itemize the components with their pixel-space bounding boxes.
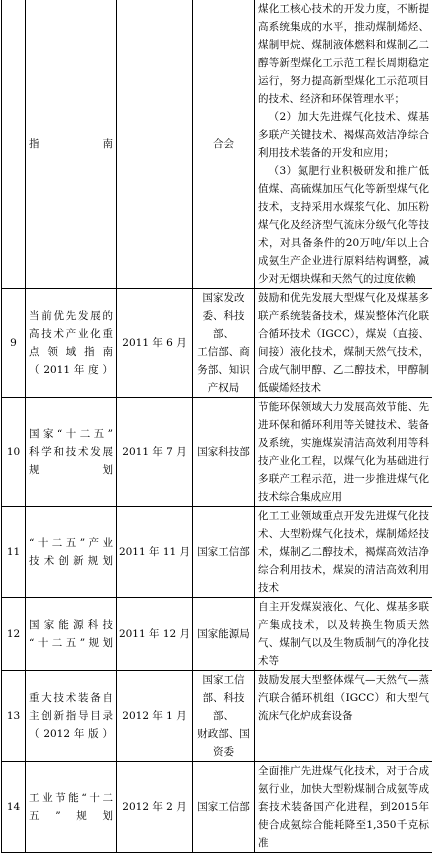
issue-date: 2011 年 7 月	[117, 398, 193, 507]
document-name-line: 国家能源科技	[29, 616, 113, 634]
policy-content	[255, 598, 432, 671]
content-paragraph: 煤化工核心技术的开发力度，不断提高系统集成的水平，推动煤制烯烃、煤制甲烷、煤制液体燃料和煤制乙二醇等新型煤化工示范工程长周期稳定运行，努力提高新型煤化工示范项目的技术、经济和环保管理水平；	[258, 0, 429, 108]
department-line: 国家工信部	[195, 543, 252, 561]
issuing-department	[193, 0, 255, 289]
document-name	[26, 598, 117, 671]
department-line: 资委	[195, 743, 252, 761]
table-row	[2, 762, 432, 853]
department-line: 国家科技部	[195, 443, 252, 461]
document-name	[26, 0, 117, 289]
department-line: 国家能源局	[195, 625, 252, 643]
content-paragraph: 节能环保领域大力发展高效节能、先进环保和循环利用等关键技术、装备及系统，实施煤炭清洁高效利用等科技产业化工程，以煤气化为基础进行多联产工程示范，进一步推进煤气化技术综合集成应用	[258, 398, 429, 506]
issuing-department	[193, 598, 255, 671]
document-name-line: 国家“十二五”	[29, 425, 113, 443]
content-paragraph: （3）氮肥行业积极研发和推广低值煤、高硫煤加压气化等新型煤气化技术，支持采用水煤浆气化、加压粉煤气化及经济型气流床分级气化等技术，对具备条件的20万吨/年以上合成氨生产企业进行原料结构调整，减少对无烟块煤和天然气的过度依赖	[258, 162, 429, 288]
document-name	[26, 671, 117, 762]
issuing-department	[193, 671, 255, 762]
content-paragraph: 全面推广先进煤气化技术，对于合成氨行业，加快大型粉煤制合成氨等成套技术装备国产化进程，到2015年使合成氨综合能耗降至1,350千克标准	[258, 762, 429, 852]
issuing-department	[193, 398, 255, 507]
department-line: 合会	[195, 135, 252, 153]
department-line: 务部、知识	[195, 361, 252, 379]
department-line: 委、科技部、	[195, 307, 252, 343]
row-number: 11	[2, 507, 26, 598]
content-paragraph: （2）加大先进煤气化技术、煤基多联产关键技术、褐煤高效洁净综合利用技术装备的开发和应用；	[258, 108, 429, 162]
row-number: 9	[2, 289, 26, 398]
row-number	[2, 0, 26, 289]
policy-content	[255, 0, 432, 289]
document-name-line: 当前优先发展的	[29, 307, 113, 325]
content-paragraph: 自主开发煤炭液化、气化、煤基多联产集成技术，以及转换生物质天然气、煤制气以及生物质制气的净化技术等	[258, 598, 429, 670]
issuing-department	[193, 507, 255, 598]
document-name-line: （2011年度）	[29, 361, 113, 379]
document-name	[26, 762, 117, 853]
department-line: 国家工信	[195, 671, 252, 689]
row-number: 13	[2, 671, 26, 762]
department-line: 国家发改	[195, 289, 252, 307]
department-line: 部、科技部、	[195, 689, 252, 725]
table-row	[2, 398, 432, 507]
row-number: 10	[2, 398, 26, 507]
department-line: 财政部、国	[195, 725, 252, 743]
table-row	[2, 598, 432, 671]
table-row	[2, 289, 432, 398]
document-name-line: “十二五”产业	[29, 534, 113, 552]
table-row	[2, 0, 432, 289]
document-name-line: 主创新指导目录	[29, 707, 113, 725]
document-name-line: （2012年版）	[29, 725, 113, 743]
policy-content	[255, 762, 432, 853]
document-name-line: 技术创新规划	[29, 552, 113, 570]
document-name-line: 高技术产业化重	[29, 325, 113, 343]
document-name-line: 科学和技术发展	[29, 443, 113, 461]
issuing-department	[193, 762, 255, 853]
document-name-line: 工业节能“十二	[29, 789, 113, 807]
department-line: 工信部、商	[195, 343, 252, 361]
document-name-line: 点领域指南	[29, 343, 113, 361]
document-name-line: 五”规划	[29, 807, 113, 825]
table-row	[2, 507, 432, 598]
content-paragraph: 鼓励和优先发展大型煤气化及煤基多联产系统装备技术，煤炭整体汽化联合循环技术（IGCC），煤炭（直接、间接）液化技术，煤制天然气技术，合成气制甲醇、乙二醇技术，甲醇制低碳烯烃技术	[258, 289, 429, 397]
document-name-line: 重大技术装备自	[29, 689, 113, 707]
content-paragraph: 化工工业领域重点开发先进煤气化技术、大型粉煤气化技术，煤制烯烃技术，煤制乙二醇技术，褐煤高效洁净综合利用技术，煤炭的清洁高效利用技术	[258, 507, 429, 597]
document-name	[26, 289, 117, 398]
policy-content	[255, 398, 432, 507]
issue-date: 2011 年 11 月	[117, 507, 193, 598]
document-name-line: “十二五”规划	[29, 634, 113, 652]
document-name	[26, 507, 117, 598]
row-number: 12	[2, 598, 26, 671]
issue-date: 2012 年 1 月	[117, 671, 193, 762]
issue-date: 2011 年 12 月	[117, 598, 193, 671]
document-name	[26, 398, 117, 507]
row-number: 14	[2, 762, 26, 853]
department-line: 国家工信部	[195, 798, 252, 816]
issue-date: 2011 年 6 月	[117, 289, 193, 398]
policy-content	[255, 289, 432, 398]
content-paragraph: 鼓励发展大型整体煤气—天然气—蒸汽联合循环机组（IGCC）和大型气流床气化炉成套设备	[258, 671, 429, 725]
issuing-department	[193, 289, 255, 398]
issue-date	[117, 0, 193, 289]
department-line: 产权局	[195, 379, 252, 397]
document-name-line: 规划	[29, 461, 113, 479]
document-name-line: 指南	[29, 135, 113, 153]
issue-date: 2012 年 2 月	[117, 762, 193, 853]
policy-content	[255, 671, 432, 762]
table-row	[2, 671, 432, 762]
policy-table	[1, 0, 432, 853]
policy-content	[255, 507, 432, 598]
